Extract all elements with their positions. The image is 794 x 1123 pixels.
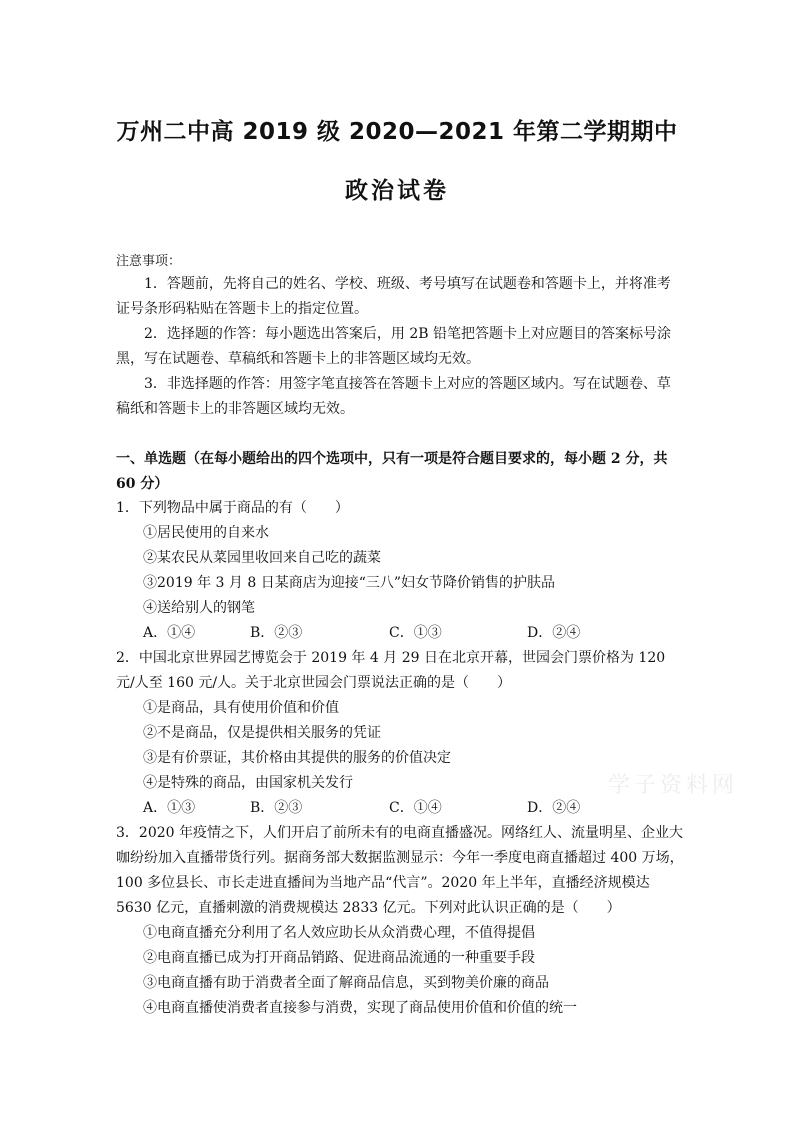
choice-b: B．②③ (250, 625, 303, 641)
statement-item: ①居民使用的自来水 (143, 525, 269, 541)
choice-b: B．②③ (250, 800, 303, 816)
statement-item: ④是特殊的商品，由国家机关发行 (143, 775, 353, 791)
statement-item: ③是有价票证，其价格由其提供的服务的价值决定 (143, 750, 451, 766)
statement-item: ③电商直播有助于消费者全面了解商品信息，买到物美价廉的商品 (143, 975, 549, 991)
statement-item: ②某农民从菜园里收回来自己吃的蔬菜 (143, 550, 381, 566)
statement-item: ①是商品，具有使用价值和价值 (143, 700, 339, 716)
question-stem: 1．下列物品中属于商品的有（ ） (116, 500, 349, 516)
choice-a: A．①④ (143, 625, 196, 641)
statement-item: ④电商直播使消费者直接参与消费，实现了商品使用价值和价值的统一 (143, 1000, 577, 1016)
choice-c: C．①④ (389, 800, 442, 816)
statement-item: ④送给别人的钢笔 (143, 600, 255, 616)
statement-item: ③2019 年 3 月 8 日某商店为迎接“三八”妇女节降价销售的护肤品 (143, 575, 556, 591)
section-title: 一、单选题（在每小题给出的四个选项中，只有一项是符合题目要求的，每小题 2 分，共 60 分） (116, 451, 668, 492)
watermark: 学子资料网 (608, 773, 739, 798)
exam-title-line2: 政治试卷 (345, 178, 449, 204)
statement-item: ①电商直播充分利用了名人效应助长从众消费心理，不值得提倡 (143, 925, 535, 941)
exam-title-line1: 万州二中高 2019 级 2020—2021 年第二学期期中 (116, 119, 678, 145)
choice-d: D．②④ (527, 625, 581, 641)
notice-heading: 注意事项： (116, 254, 182, 269)
notice-item-3: 3．非选择题的作答：用签字笔直接答在答题卡上对应的答题区域内。写在试题卷、草稿纸和答题卡上的非答题区域均无效。 (116, 376, 671, 417)
question-stem: 3．2020 年疫情之下，人们开启了前所未有的电商直播盛况。网络红人、流量明星、企业大咖纷纷加入直播带货行列。据商务部大数据监测显示：今年一季度电商直播超过 400 万场，100 多位县长、市长走进直播间为当地产品“代言”。2020 年上半年，直播经济规模达 5630 亿元，直播刺激的消费规模达 2833 亿元。下列对此认识正确的是（ ） (116, 825, 684, 916)
choice-d: D．②④ (527, 800, 581, 816)
choice-a: A．①③ (143, 800, 196, 816)
statement-item: ②不是商品，仅是提供相关服务的凭证 (143, 725, 381, 741)
choice-c: C．①③ (389, 625, 442, 641)
statement-item: ②电商直播已成为打开商品销路、促进商品流通的一种重要手段 (143, 950, 535, 966)
notice-item-1: 1．答题前，先将自己的姓名、学校、班级、考号填写在试题卷和答题卡上，并将准考证号条形码粘贴在答题卡上的指定位置。 (116, 276, 671, 317)
question-stem: 2．中国北京世界园艺博览会于 2019 年 4 月 29 日在北京开幕，世园会门票价格为 120 元/人至 160 元/人。关于北京世园会门票说法正确的是（ ） (116, 650, 666, 691)
notice-item-2: 2．选择题的作答：每小题选出答案后，用 2B 铅笔把答题卡上对应题目的答案标号涂黑，写在试题卷、草稿纸和答题卡上的非答题区域均无效。 (116, 326, 672, 367)
